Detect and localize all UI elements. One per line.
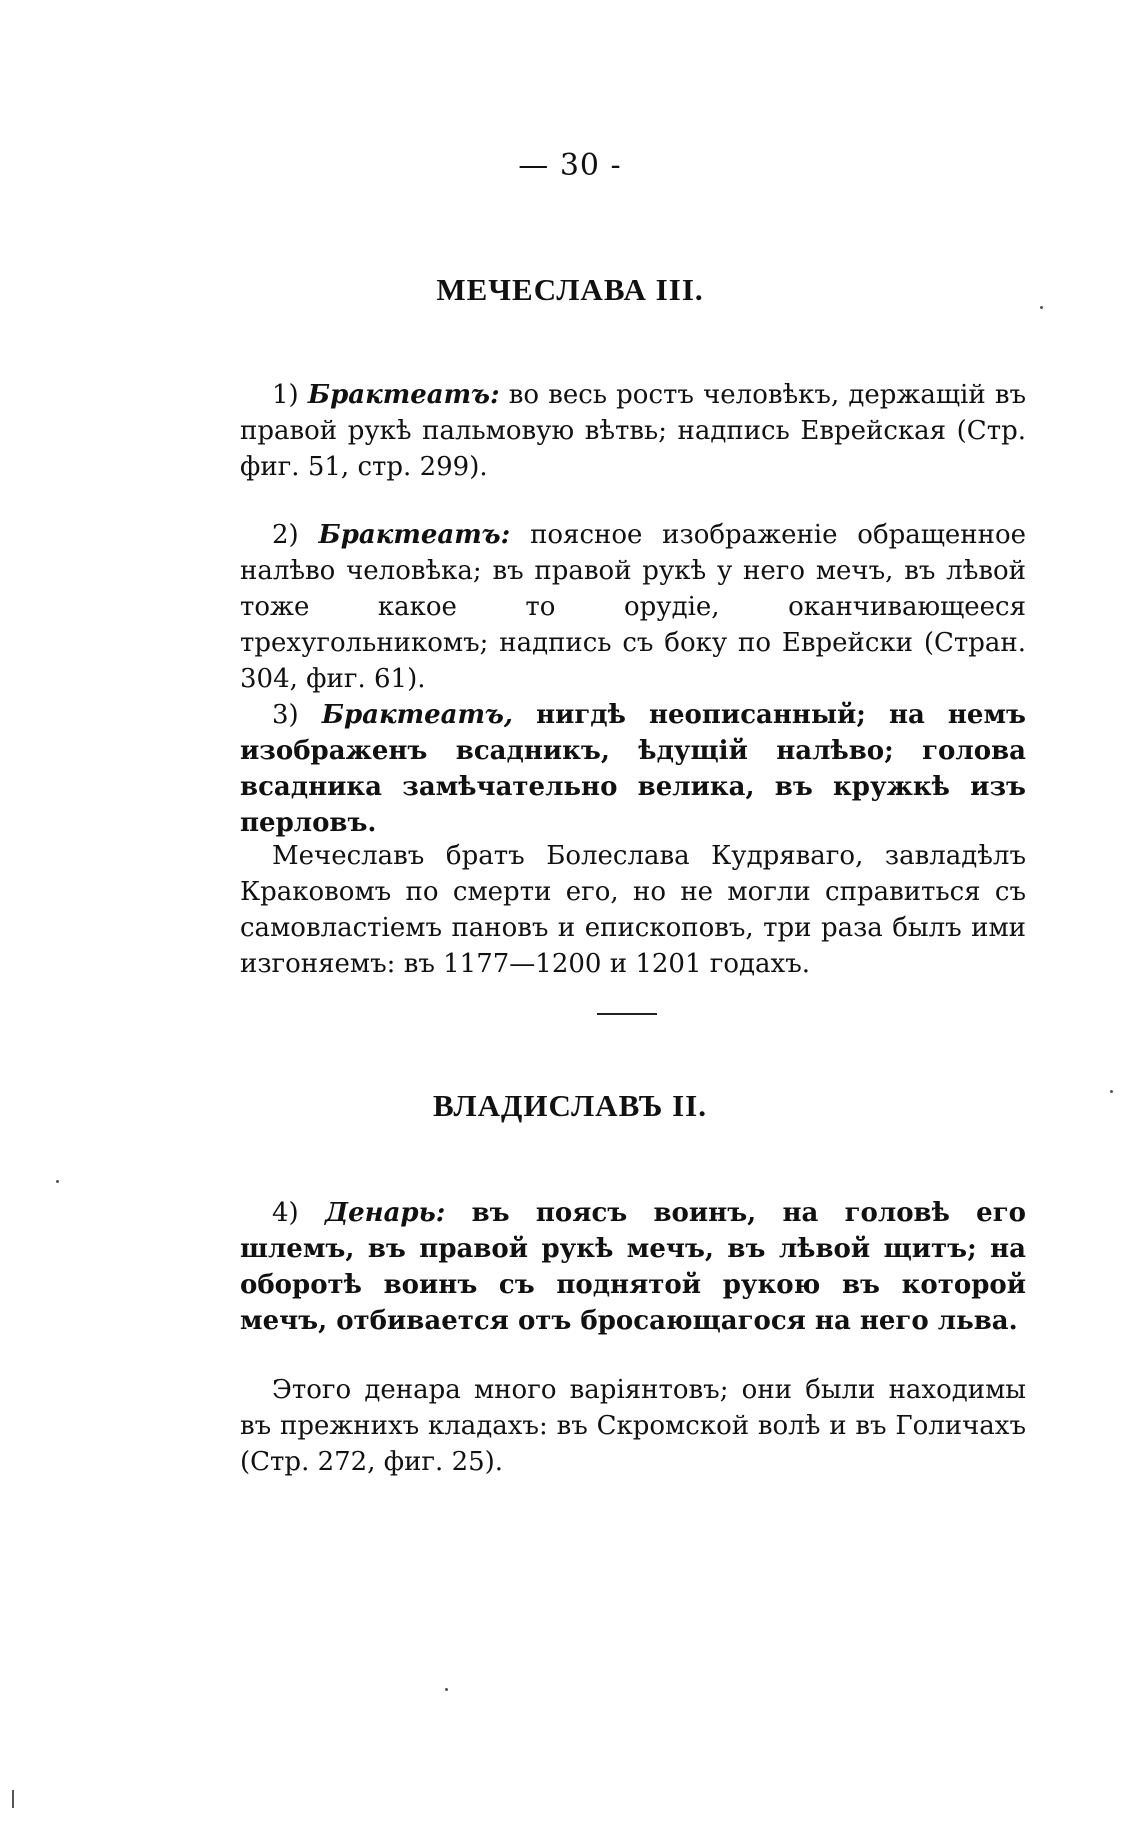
entry-number: 4) [272, 1198, 299, 1228]
page-number: — 30 - [518, 148, 622, 183]
scan-speck [445, 1688, 448, 1691]
scan-speck [1110, 1090, 1113, 1093]
section-divider [597, 1013, 657, 1015]
entry-number: 2) [272, 520, 299, 550]
entry-text: нигдѣ неописанный; на немъ изображенъ всадникъ, ѣдущій налѣво; голова всадника замѣчательно велика, въ кружкѣ изъ перловъ. [240, 700, 1027, 838]
section-heading-vladislav: ВЛАДИСЛАВЪ II. [433, 1088, 707, 1123]
entry-number: 1) [272, 380, 299, 410]
entry-paragraph [240, 1195, 1026, 1339]
entry-term: Брактеатъ, [321, 700, 513, 730]
historical-note: Мечеславъ братъ Болеслава Кудряваго, завладѣлъ Краковомъ по смерти его, но не могли справиться съ самовластіемъ пановъ и епископовъ, три раза былъ ими изгоняемъ: въ 1177—1200 и 1201 годахъ. [240, 841, 1026, 979]
entry-number: 3) [272, 700, 299, 730]
entry-text: во весь ростъ человѣкъ, держащій въ правой рукѣ пальмовую вѣтвь; надпись Еврейская (Стр. фиг. 51, стр. 299). [240, 380, 1027, 482]
entry-text: въ поясъ воинъ, на головѣ его шлемъ, въ правой рукѣ мечъ, въ лѣвой щитъ; на оборотѣ воинъ съ поднятой рукою въ которой мечъ, отбивается отъ бросающагося на него льва. [240, 1198, 1026, 1336]
entry-text: поясное изображеніе обращенное налѣво человѣка; въ правой рукѣ у него мечъ, въ лѣвой тоже какое то орудіе, оканчивающееся трехугольникомъ; надпись съ боку по Еврейски (Стран. 304, фиг. 61). [240, 520, 1026, 694]
entry-term: Денарь: [324, 1198, 446, 1228]
entry-paragraph [240, 697, 1026, 841]
scan-speck [56, 1180, 59, 1183]
entry-paragraph [240, 517, 1026, 697]
section-heading-mecheslav: МЕЧЕСЛАВА III. [436, 272, 704, 307]
scan-speck [12, 1790, 14, 1808]
scan-speck [1040, 306, 1043, 309]
entry-paragraph [240, 377, 1026, 485]
entry-term: Брактеатъ: [307, 380, 500, 410]
historical-note: Этого денара много варіянтовъ; они были находимы въ прежнихъ кладахъ: въ Скромской волѣ и въ Голичахъ (Стр. 272, фиг. 25). [240, 1375, 1026, 1477]
entry-term: Брактеатъ: [318, 520, 511, 550]
